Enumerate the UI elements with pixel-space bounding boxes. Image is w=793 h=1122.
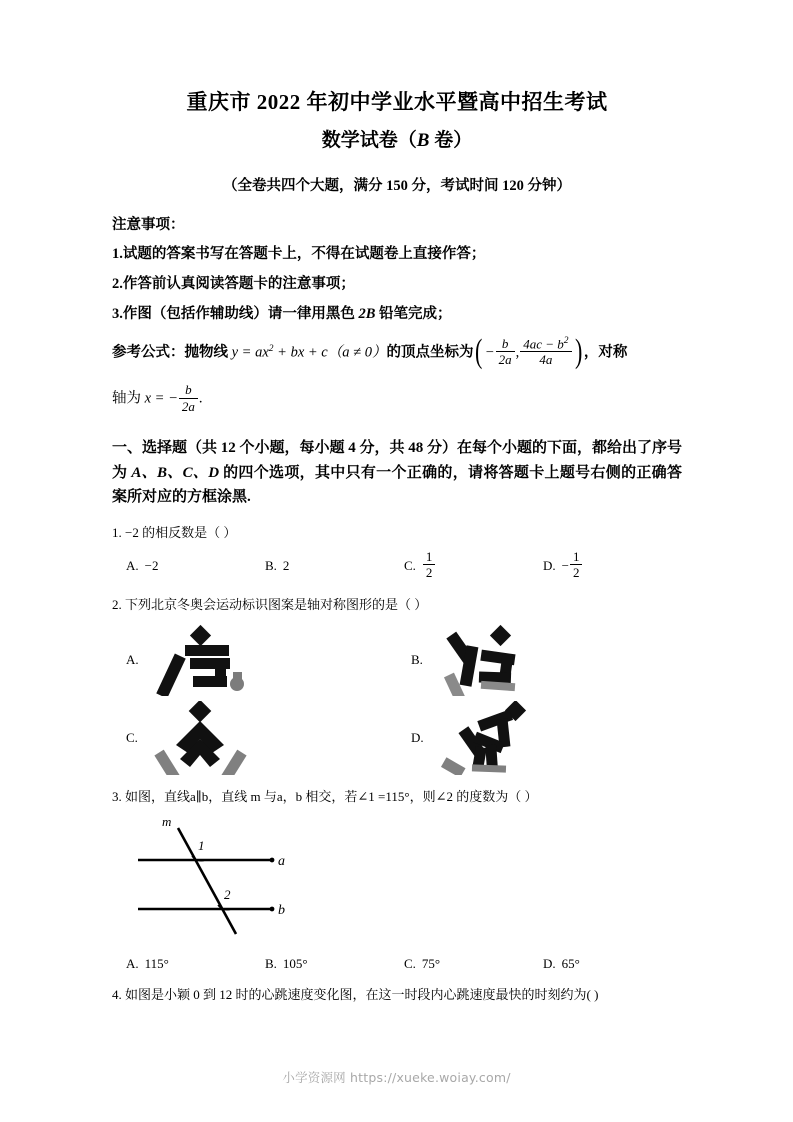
formula-condition: （a ≠ 0）	[327, 344, 387, 361]
question-1-stem	[112, 523, 682, 543]
vertex-y-fraction	[520, 337, 571, 368]
question-2-number: 2.	[112, 597, 122, 613]
right-paren-glyph: )	[574, 332, 582, 370]
section-one-text-part2: 的四个选项，其中只有一个正确的，请将答题卡上题号右侧的正确答案所对应的方框涂黑.	[112, 464, 682, 505]
axis-period: .	[198, 390, 203, 407]
option-d-fraction	[570, 550, 583, 580]
pictogram-row-1	[112, 621, 682, 699]
question-3-options	[112, 954, 682, 974]
question-1-number: 1.	[112, 525, 122, 541]
vertex-x-numerator: b	[496, 337, 515, 353]
question-2-options	[112, 621, 682, 777]
question-4	[112, 985, 682, 1005]
curling-pictogram-icon	[149, 624, 254, 696]
notice-item-3-suffix: 铅笔完成；	[375, 305, 452, 322]
option-c-fraction	[423, 550, 436, 580]
notice-item-3-prefix: 3.作图（包括作辅助线）请一律用黑色	[112, 305, 359, 322]
section-one-option-letters: A、B、C、D	[131, 464, 220, 481]
page-title: 重庆市 2022 年初中学业水平暨高中招生考试	[186, 90, 608, 114]
label-line-a: a	[278, 854, 285, 870]
option-b-value: 2	[282, 558, 290, 574]
subtitle-volume: B	[416, 130, 430, 152]
axis-label: 轴为	[112, 390, 145, 407]
question-2-text: 下列北京冬奥会运动标识图案是轴对称图形的是（ ）	[125, 597, 428, 613]
notice-item-2: 2.作答前认真阅读答题卡的注意事项；	[112, 275, 355, 292]
pictogram-row-2	[112, 699, 682, 777]
option-a-label: A.	[126, 651, 139, 667]
vertex-y-denominator: 4a	[539, 352, 553, 368]
notice-heading: 注意事项：	[112, 216, 185, 233]
option-d-numerator: 1	[570, 550, 583, 566]
parallel-lines-transversal-figure	[112, 812, 682, 946]
option-c-numerator: 1	[423, 550, 436, 566]
section-one-heading	[112, 436, 682, 509]
minus-sign: −	[484, 344, 495, 361]
question-2-stem	[112, 595, 682, 615]
line-a-endpoint-dot	[270, 858, 275, 863]
vertex-y-numerator	[520, 337, 571, 353]
question-2-option-b[interactable]	[397, 624, 682, 696]
option-a-value: 115°	[144, 955, 169, 971]
notice-item-3	[112, 305, 682, 324]
option-c-denominator: 2	[425, 565, 433, 581]
option-a-label: A.	[126, 558, 139, 574]
question-3	[112, 787, 682, 974]
question-2	[112, 595, 682, 777]
option-b-label: B.	[265, 955, 277, 971]
vertex-x-denominator: 2a	[498, 352, 512, 368]
question-2-option-d[interactable]	[397, 701, 682, 775]
question-3-option-c[interactable]	[404, 954, 543, 974]
option-d-sign: −	[561, 558, 569, 574]
option-d-denominator: 2	[572, 565, 580, 581]
question-3-option-b[interactable]	[265, 954, 404, 974]
question-4-number: 4.	[112, 987, 122, 1003]
vertex-comma: ,	[515, 344, 520, 361]
pencil-grade-label: 2B	[358, 305, 376, 322]
question-3-text: 如图，直线a∥b，直线 m 与a，b 相交，若∠1 =115°，则∠2 的度数为（ ）	[125, 788, 538, 804]
option-a-value: −2	[144, 558, 159, 574]
speed-skating-pictogram-icon	[434, 701, 539, 775]
axis-equation: x = −	[144, 390, 178, 407]
skiing-pictogram-icon	[433, 624, 538, 696]
formula-equation-rest: + bx + c	[273, 344, 328, 361]
option-c-label: C.	[126, 729, 138, 745]
transversal-line-m	[178, 828, 236, 934]
axis-numerator: b	[179, 383, 198, 399]
option-d-value: 65°	[561, 955, 580, 971]
question-1-option-b[interactable]	[265, 556, 404, 576]
question-3-option-a[interactable]	[126, 954, 265, 974]
question-3-option-d[interactable]	[543, 954, 682, 974]
page-content	[112, 88, 682, 1011]
question-1-option-d[interactable]	[543, 548, 682, 581]
vertex-y-numerator-text: 4ac − b	[523, 335, 564, 351]
axis-of-symmetry-formula	[112, 384, 682, 414]
question-1-option-a[interactable]	[126, 556, 265, 576]
option-b-value: 105°	[282, 955, 308, 971]
question-4-stem	[112, 985, 682, 1005]
option-c-label: C.	[404, 558, 416, 574]
question-3-number: 3.	[112, 788, 122, 804]
question-2-option-a[interactable]	[112, 624, 397, 696]
formula-equation: y = ax	[231, 344, 269, 361]
vertex-x-fraction	[496, 337, 515, 367]
site-watermark: 小学资源网 https://xueke.woiay.com/	[282, 1070, 511, 1085]
question-1	[112, 523, 682, 581]
question-3-stem	[112, 787, 682, 807]
section-one-text-part1: 一、选择题（共 12 个小题，每小题 4 分，共 48 分）在每个小题的下面，都给出了序号为	[112, 440, 683, 481]
option-d-label: D.	[543, 955, 556, 971]
option-b-label: B.	[411, 651, 423, 667]
formula-label: 参考公式：抛物线	[112, 344, 232, 361]
label-angle-2: 2	[224, 887, 231, 903]
ski-jump-symmetric-pictogram-icon	[148, 701, 253, 775]
label-angle-1: 1	[198, 838, 205, 854]
left-paren-glyph: (	[475, 332, 483, 370]
question-4-text: 如图是小颖 0 到 12 时的心跳速度变化图，在这一时段内心跳速度最快的时刻约为( )	[125, 987, 599, 1003]
option-b-label: B.	[265, 558, 277, 574]
question-2-option-c[interactable]	[112, 701, 397, 775]
geometry-diagram	[130, 812, 330, 940]
notice-item-1: 1.试题的答案书写在答题卡上，不得在试题卷上直接作答；	[112, 245, 486, 262]
exam-info-note: （全卷共四个大题，满分 150 分，考试时间 120 分钟）	[223, 177, 571, 194]
question-1-text: −2 的相反数是（ ）	[125, 525, 237, 541]
formula-equation-exponent: 2	[268, 343, 274, 354]
label-line-m: m	[162, 814, 172, 830]
formula-axis-tail: ，对称	[583, 344, 628, 361]
question-1-option-c[interactable]	[404, 548, 543, 581]
subtitle-suffix: 卷）	[429, 130, 473, 152]
option-c-value: 75°	[421, 955, 441, 971]
reference-formula	[112, 332, 682, 370]
option-d-label: D.	[411, 729, 424, 745]
line-b-endpoint-dot	[270, 907, 275, 912]
axis-denominator: 2a	[181, 398, 195, 414]
axis-fraction	[179, 383, 198, 413]
option-d-label: D.	[543, 558, 556, 574]
option-a-label: A.	[126, 955, 139, 971]
question-1-options	[112, 548, 682, 581]
formula-vertex-text: 的顶点坐标为	[386, 344, 474, 361]
vertex-y-numerator-exponent: 2	[563, 335, 569, 346]
label-line-b: b	[278, 903, 285, 919]
option-c-label: C.	[404, 955, 416, 971]
page-subtitle	[112, 128, 682, 154]
subtitle-prefix: 数学试卷（	[321, 130, 417, 152]
